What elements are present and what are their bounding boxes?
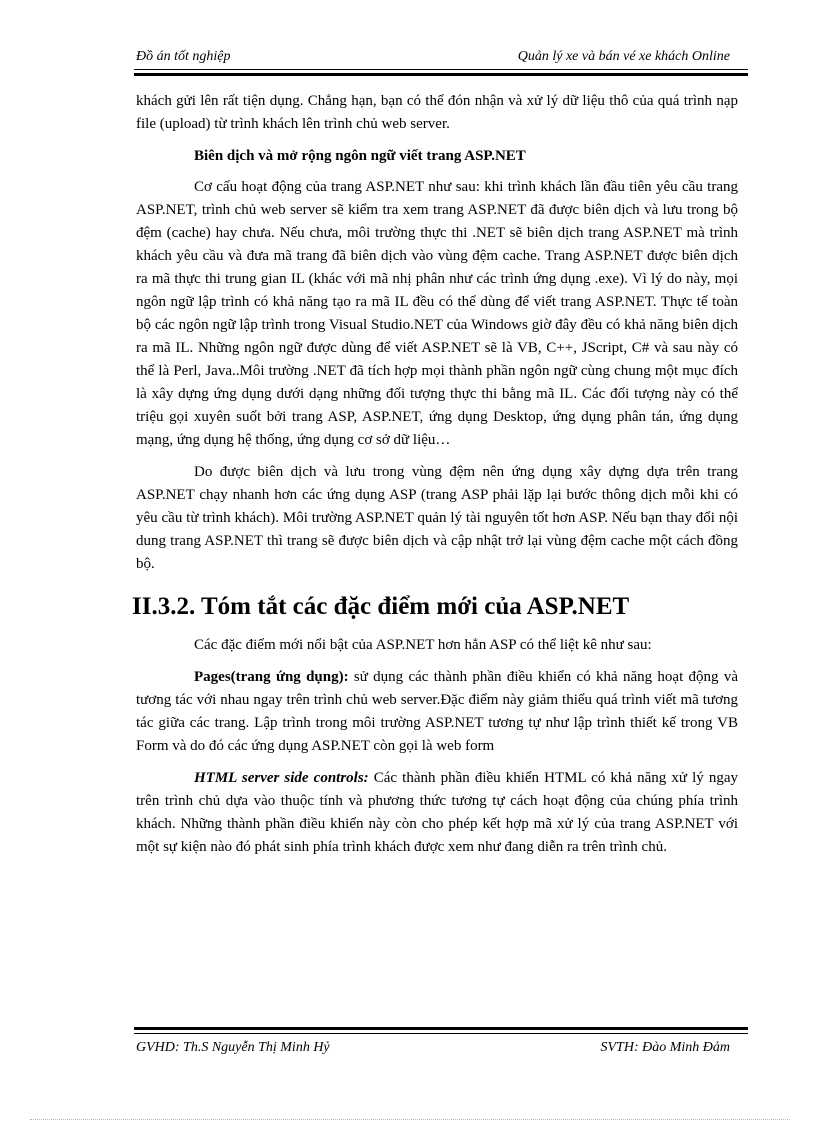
term-pages: Pages(trang ứng dụng): [194, 669, 349, 685]
page-body [132, 90, 738, 868]
pages-description: sử dụng các thành phần điều khiển có khả năng hoạt động và tương tác với nhau ngay trên trình chủ web server.Đặc điểm này giảm thiểu quá trình viết mã tương tác giữa các trang. Lập trình trong môi trường ASP.NET tương tự như lập trình thiết kế trong VB Form và do đó các ứng dụng ASP.NET còn gọi là web form [136, 669, 738, 754]
paragraph-pages [136, 666, 738, 758]
footer-rule-thin [134, 1033, 748, 1034]
header-left-title: Đồ án tốt nghiệp [136, 49, 231, 64]
header-rule-thin [134, 69, 748, 70]
page-footer [134, 1040, 750, 1060]
footer-rule-thick [134, 1027, 748, 1030]
html-server-controls-description: Các thành phần điều khiển HTML có khả năng xử lý ngay trên trình chủ dựa vào thuộc tính và phương thức tương tự cách hoạt động của chúng phía trình khách. Những thành phần điều khiển này còn cho phép kết hợp mã xử lý của trang ASP.NET với một sự kiện nào đó phát sinh phía trình khách được xem như đang diễn ra trên trình chủ. [136, 770, 738, 855]
header-right-title: Quản lý xe và bán vé xe khách Online [517, 49, 730, 64]
subheading-compile: Biên dịch và mở rộng ngôn ngữ viết trang ASP.NET [194, 148, 526, 164]
page-bottom-dotted-line [30, 1119, 790, 1120]
paragraph-cache-performance: Do được biên dịch và lưu trong vùng đệm nên ứng dụng xây dựng dựa trên trang ASP.NET chạy nhanh hơn các ứng dụng ASP (trang ASP phải lặp lại bước thông dịch mỗi khi có yêu cầu từ trình khách). Môi trường ASP.NET quản lý tài nguyên tốt hơn ASP. Nếu bạn thay đổi nội dung trang ASP.NET thì trang sẽ được biên dịch và cập nhật trở lại vùng đệm cache một cách đồng bộ. [136, 464, 738, 572]
paragraph-upload: khách gửi lên rất tiện dụng. Chẳng hạn, bạn có thể đón nhận và xử lý dữ liệu thô của quá trình nạp file (upload) từ trình khách lên trình chủ web server. [136, 93, 738, 132]
footer-supervisor: GVHD: Th.S Nguyễn Thị Minh Hỷ [136, 1040, 330, 1055]
paragraph-compile-mechanism: Cơ cấu hoạt động của trang ASP.NET như sau: khi trình khách lần đầu tiên yêu cầu trang ASP.NET, trình chủ web server sẽ kiểm tra xem trang ASP.NET đã được biên dịch và lưu trong bộ đệm (cache) hay chưa. Nếu chưa, môi trường thực thi .NET sẽ biên dịch trang ASP.NET mà trình khách yêu cầu và đưa mã trang đã biên dịch vào vùng đệm cache. Trang ASP.NET được biên dịch ra mã thực thi trung gian IL (khác với mã nhị phân như các trình ứng dụng .exe). Vì lý do này, mọi ngôn ngữ lập trình có khả năng tạo ra mã IL đều có thể dùng để viết trang ASP.NET. Thực tế toàn bộ các ngôn ngữ lập trình trong Visual Studio.NET của Windows giờ đây đều có khả năng biên dịch ra mã IL. Những ngôn ngữ được dùng để viết ASP.NET sẽ là VB, C++, JScript, C# và sau này có thể là Perl, Java..Môi trường .NET đã tích hợp mọi thành phần ngôn ngữ cùng chung một mục đích là xây dựng ứng dụng dưới dạng những đối tượng thực thi bằng mã IL. Các đối tượng này có thể triệu gọi xuyên suốt bởi trang ASP, ASP.NET, ứng dụng Desktop, ứng dụng phân tán, ứng dụng mạng, ứng dụng hệ thống, ứng dụng cơ sở dữ liệu… [136, 179, 738, 448]
header-rule-thick [134, 73, 748, 76]
term-html-server-controls: HTML server side controls: [194, 770, 369, 786]
page-header [134, 49, 750, 69]
footer-student: SVTH: Đào Minh Đảm [600, 1040, 730, 1055]
section-title: II.3.2. Tóm tắt các đặc điểm mới của ASP.NET [132, 593, 630, 620]
paragraph-html-server-controls [136, 767, 738, 859]
paragraph-features-intro: Các đặc điểm mới nổi bật của ASP.NET hơn hẳn ASP có thể liệt kê như sau: [194, 637, 652, 653]
